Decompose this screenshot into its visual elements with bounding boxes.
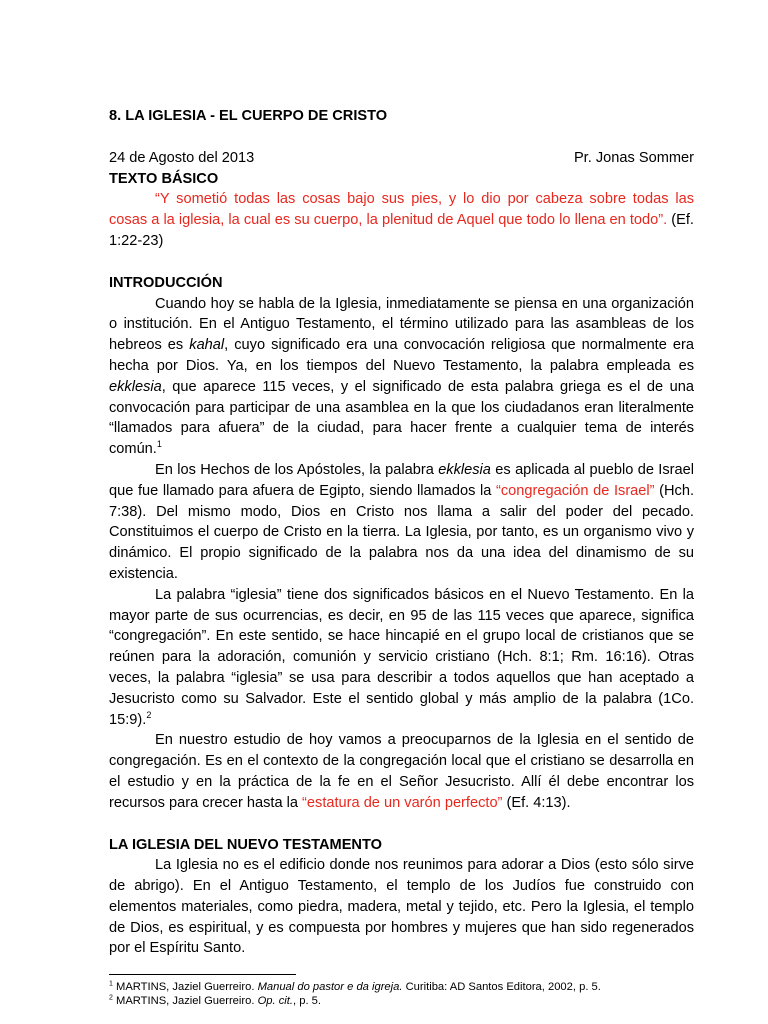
document-body — [109, 106, 694, 959]
section-heading-texto-basico: TEXTO BÁSICO — [109, 170, 219, 187]
texto-basico-paragraph — [109, 189, 694, 251]
text-run: es aplicada al pueblo de Israel que fue llamado para afuera de Egipto, siendo llamados la — [109, 461, 694, 499]
footnote-text: MARTINS, Jaziel Guerreiro. — [112, 995, 258, 1007]
footnote-divider — [109, 974, 296, 975]
footnote-1 — [109, 980, 694, 994]
bible-quote: “Y sometió todas las cosas bajo sus pies, y lo dio por cabeza sobre todas las cosas a la iglesia, la cual es su cuerpo, la plenitud de Aquel que todo lo llena en todo”. — [109, 191, 694, 229]
text-run: (Ef. 4:13). — [502, 794, 571, 811]
text-run: La palabra “iglesia” tiene dos significados básicos en el Nuevo Testamento. En la mayor parte de sus ocurrencias, es decir, en 95 de las 115 veces que aparece, significa “congregación”. En este sentido, se hace hincapié en el grupo local de cristianos que se reúnen para la adoración, comunión y servicio cristiano (Hch. 8:1; Rm. 16:16). Otras veces, la palabra “iglesia” se usa para describir a todos aquellos que han aceptado a Jesucristo como su Salvador. Este el sentido global y más amplio de la palabra (1Co. 15:9). — [109, 586, 694, 728]
page-title: 8. LA IGLESIA - EL CUERPO DE CRISTO — [109, 108, 388, 124]
text-run: , que aparece 115 veces, y el significado de esta palabra griega es el de una convocación para participar de una asamblea en la que los ciudadanos eran literalmente “llamados para afuera” de la ciudad, para hacer frente a cualquier tema de interés común. — [109, 378, 694, 458]
intro-paragraph-3 — [109, 585, 694, 731]
intro-paragraph-2 — [109, 460, 694, 585]
nt-paragraph-1: La Iglesia no es el edificio donde nos reunimos para adorar a Dios (esto sólo sirve de abrigo). En el Antiguo Testamento, el templo de los Judíos fue construido con elementos materiales, como piedra, madera, metal y tejido, etc. Pero la Iglesia, el templo de Dios, es espiritual, y es compuesta por hombres y mujeres que han sido regenerados por el Espíritu Santo. — [109, 857, 694, 957]
footnote-2 — [109, 994, 694, 1008]
footnote-text: Curitiba: AD Santos Editora, 2002, p. 5. — [402, 981, 601, 993]
footnote-title: Manual do pastor e da igreja. — [257, 981, 403, 993]
footnote-number: 2 — [109, 994, 113, 1002]
text-run: Cuando hoy se habla de la Iglesia, inmediatamente se piensa en una organización o institución. En el Antiguo Testamento, el término utilizado para las asambleas de los hebreos es — [109, 295, 694, 354]
term-kahal: kahal — [189, 337, 225, 354]
dateline — [109, 148, 694, 169]
section-heading-introduccion: INTRODUCCIÓN — [109, 274, 223, 291]
term-ekklesia: ekklesia — [109, 378, 162, 395]
footnote-title: Op. cit. — [257, 995, 293, 1007]
text-run: , cuyo significado era una convocación religiosa que normalmente era hecha por Dios. Ya, en los tiempos del Nuevo Testamento, la palabra empleada es — [109, 337, 695, 374]
footnote-ref-2: 2 — [146, 709, 152, 720]
term-ekklesia: ekklesia — [438, 461, 491, 478]
footnote-text: , p. 5. — [293, 995, 321, 1007]
bible-quote: “estatura de un varón perfecto” — [302, 794, 503, 811]
text-run: (Hch. 7:38). Del mismo modo, Dios en Cristo nos llama a salir del poder del pecado. Constituimos el cuerpo de Cristo en la tierra. La Iglesia, por tanto, es un organismo vivo y dinámico. El propio significado de la palabra nos da una idea del dinamismo de su existencia. — [109, 482, 695, 582]
date: 24 de Agosto del 2013 — [109, 149, 255, 166]
bible-quote: “congregación de Israel” — [496, 482, 655, 499]
bible-reference: (Ef. 1:22-23) — [109, 212, 694, 249]
footnote-number: 1 — [109, 980, 113, 988]
text-run: En los Hechos de los Apóstoles, la palabra — [155, 461, 439, 478]
author: Pr. Jonas Sommer — [573, 149, 694, 166]
footnotes — [109, 974, 694, 1008]
footnote-ref-1: 1 — [156, 439, 162, 450]
footnote-text: MARTINS, Jaziel Guerreiro. — [112, 981, 258, 993]
text-run: En nuestro estudio de hoy vamos a preocuparnos de la Iglesia en el sentido de congregación. Es en el contexto de la congregación local que el cristiano se desarrolla en el estudio y en la práctica de la fe en el Señor Jesucristo. Allí él debe encontrar los recursos para crecer hasta la — [109, 732, 694, 811]
intro-paragraph-4 — [109, 730, 694, 813]
section-heading-nuevo-testamento: LA IGLESIA DEL NUEVO TESTAMENTO — [109, 836, 382, 853]
intro-paragraph-1 — [109, 294, 694, 460]
